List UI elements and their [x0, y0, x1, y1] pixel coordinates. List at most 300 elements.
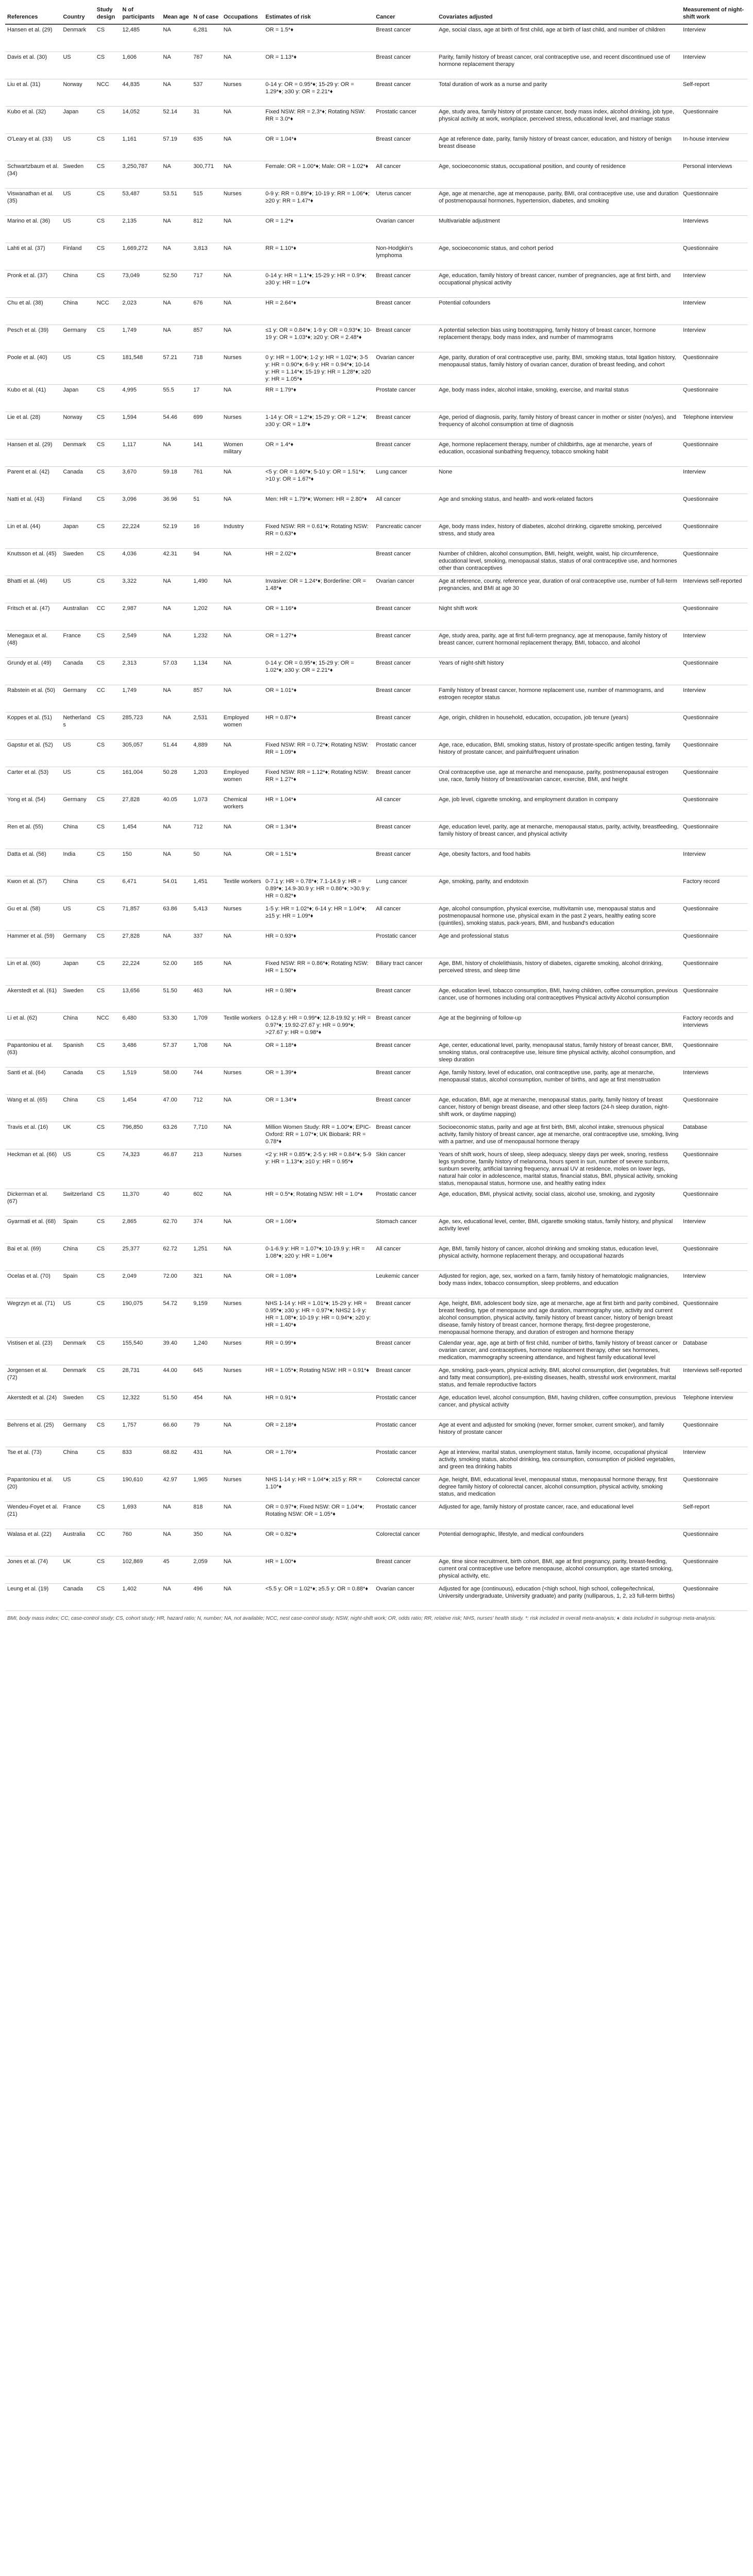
cell-reference: Rabstein et al. (50) [5, 685, 61, 712]
cell-study-design: CS [95, 1474, 121, 1501]
cell-mean-age: NA [161, 1583, 191, 1611]
cell-cases: 1,965 [191, 1474, 222, 1501]
cell-cancer-type: Ovarian cancer [374, 1583, 437, 1611]
cell-study-design: CS [95, 1447, 121, 1474]
cell-cancer-type: Breast cancer [374, 1012, 437, 1040]
cell-reference: Tse et al. (73) [5, 1447, 61, 1474]
cell-reference: Yong et al. (54) [5, 794, 61, 821]
cell-mean-age: 53.51 [161, 188, 191, 215]
cell-country: Denmark [61, 1365, 94, 1392]
cell-measurement: Interview [681, 24, 748, 52]
cell-participants: 760 [120, 1529, 161, 1556]
table-row [5, 1365, 748, 1392]
cell-measurement: Questionnaire [681, 1149, 748, 1189]
cell-cancer-type: Lung cancer [374, 466, 437, 494]
cell-risk-estimate: HR = 0.93*♦ [263, 930, 374, 958]
cell-study-design: CS [95, 106, 121, 133]
cell-cancer-type: Breast cancer [374, 1337, 437, 1365]
cell-country: China [61, 876, 94, 903]
cell-cancer-type: Colorectal cancer [374, 1529, 437, 1556]
cell-mean-age: 72.00 [161, 1270, 191, 1298]
cell-participants: 181,548 [120, 352, 161, 384]
cell-mean-age: 54.46 [161, 412, 191, 439]
cell-cancer-type: Non-Hodgkin's lymphoma [374, 243, 437, 270]
cell-study-design: CS [95, 439, 121, 466]
cell-study-design: CS [95, 325, 121, 352]
cell-participants: 833 [120, 1447, 161, 1474]
cell-country: Canada [61, 1067, 94, 1094]
cell-mean-age: NA [161, 630, 191, 657]
cell-measurement: Database [681, 1122, 748, 1149]
cell-covariates: Age, family history, level of education, oral contraceptive use, parity, age at menarche, menopausal status, alcohol consumption, number of births, and age at first menstruation [437, 1067, 681, 1094]
cell-country: China [61, 297, 94, 325]
cell-mean-age: NA [161, 849, 191, 876]
cell-reference: Datta et al. (56) [5, 849, 61, 876]
cell-risk-estimate: OR = 1.16*♦ [263, 603, 374, 630]
cell-measurement: Interview [681, 1447, 748, 1474]
cell-country: Norway [61, 79, 94, 106]
cell-measurement: Questionnaire [681, 1040, 748, 1067]
column-header: Country [61, 3, 94, 24]
cell-occupation: NA [222, 161, 263, 188]
cell-measurement: Questionnaire [681, 794, 748, 821]
cell-occupation: NA [222, 1189, 263, 1216]
cell-reference: Viswanathan et al. (35) [5, 188, 61, 215]
cell-country: Germany [61, 1419, 94, 1447]
cell-study-design: CS [95, 903, 121, 930]
cell-cases: 676 [191, 297, 222, 325]
table-row [5, 1419, 748, 1447]
cell-mean-age: NA [161, 685, 191, 712]
cell-covariates: Age, education level, parity, age at menarche, menopausal status, parity, activity, breastfeeding, family history of breast cancer, and physical activity [437, 821, 681, 849]
cell-measurement: Questionnaire [681, 930, 748, 958]
cell-occupation: Nurses [222, 352, 263, 384]
cell-measurement: Questionnaire [681, 1298, 748, 1337]
cell-cases: 537 [191, 79, 222, 106]
cell-study-design: CS [95, 161, 121, 188]
cell-measurement: Questionnaire [681, 494, 748, 521]
cell-risk-estimate: OR = 0.97*♦; Fixed NSW: OR = 1.04*♦; Rotating NSW: OR = 1.05*♦ [263, 1501, 374, 1529]
cell-study-design: CS [95, 270, 121, 297]
cell-participants: 6,471 [120, 876, 161, 903]
cell-study-design: NCC [95, 1012, 121, 1040]
cell-measurement: Questionnaire [681, 1529, 748, 1556]
cell-cases: 94 [191, 548, 222, 575]
cell-study-design: CS [95, 1149, 121, 1189]
cell-country: China [61, 1243, 94, 1270]
cell-cases: 1,709 [191, 1012, 222, 1040]
cell-reference: Hansen et al. (29) [5, 439, 61, 466]
cell-measurement: Telephone interview [681, 1392, 748, 1419]
cell-study-design: CS [95, 1067, 121, 1094]
cell-occupation: NA [222, 243, 263, 270]
cell-reference: Lin et al. (60) [5, 958, 61, 985]
cell-study-design: CS [95, 1122, 121, 1149]
cell-country: Spain [61, 1270, 94, 1298]
cell-mean-age: NA [161, 821, 191, 849]
cell-measurement: Self-report [681, 79, 748, 106]
cell-covariates: Potential cofounders [437, 297, 681, 325]
cell-risk-estimate: OR = 1.2*♦ [263, 215, 374, 243]
cell-mean-age: NA [161, 575, 191, 603]
cell-risk-estimate: 0-9 y: RR = 0.89*♦; 10-19 y: RR = 1.06*♦; ≥20 y: RR = 1.47*♦ [263, 188, 374, 215]
cell-reference: Bai et al. (69) [5, 1243, 61, 1270]
cell-measurement: Interview [681, 466, 748, 494]
cell-participants: 1,454 [120, 821, 161, 849]
table-row [5, 548, 748, 575]
table-row [5, 1474, 748, 1501]
cell-cancer-type: Breast cancer [374, 1040, 437, 1067]
cell-risk-estimate: OR = 1.34*♦ [263, 1094, 374, 1122]
cell-country: Norway [61, 412, 94, 439]
cell-participants: 150 [120, 849, 161, 876]
cell-risk-estimate: NHS 1-14 y: HR = 1.01*♦; 15-29 y: HR = 0.95*♦; ≥30 y: HR = 0.97*♦; NHS2 1-9 y: HR = 1.08*♦; 10-19 y: HR = 0.94*♦; ≥20 y: HR = 1.40*♦ [263, 1298, 374, 1337]
cell-mean-age: 47.00 [161, 1094, 191, 1122]
cell-country: China [61, 1094, 94, 1122]
cell-study-design: NCC [95, 79, 121, 106]
cell-participants: 2,865 [120, 1216, 161, 1243]
table-row [5, 1012, 748, 1040]
cell-participants: 2,987 [120, 603, 161, 630]
cell-study-design: CS [95, 821, 121, 849]
cell-covariates: Age, alcohol consumption, physical exercise, multivitamin use, menopausal status and postmenopausal hormone use, physical exam in the past 2 years, healthy eating score (quintiles), smoking status, pack-years, BMI, and husband's education [437, 903, 681, 930]
cell-cases: 515 [191, 188, 222, 215]
cell-covariates: Age, center, educational level, parity, menopausal status, family history of breast cancer, BMI, smoking status, oral contraceptive use, leisure time physical activity, alcohol consumption, and sleep duration [437, 1040, 681, 1067]
cell-risk-estimate: HR = 2.02*♦ [263, 548, 374, 575]
cell-cancer-type: Breast cancer [374, 767, 437, 794]
cell-country: Denmark [61, 439, 94, 466]
cell-cancer-type: Breast cancer [374, 439, 437, 466]
cell-study-design: CC [95, 1529, 121, 1556]
cell-covariates: Multivariable adjustment [437, 215, 681, 243]
cell-mean-age: 62.72 [161, 1243, 191, 1270]
cell-reference: Chu et al. (38) [5, 297, 61, 325]
cell-cancer-type: Uterus cancer [374, 188, 437, 215]
cell-study-design: CS [95, 630, 121, 657]
cell-risk-estimate: Fixed NSW: RR = 1.12*♦; Rotating NSW: RR = 1.27*♦ [263, 767, 374, 794]
cell-mean-age: 39.40 [161, 1337, 191, 1365]
cell-measurement: Database [681, 1337, 748, 1365]
table-body [5, 24, 748, 1611]
table-row [5, 739, 748, 767]
cell-risk-estimate: OR = 1.08*♦ [263, 1270, 374, 1298]
cell-risk-estimate: ≤1 y: OR = 0.84*♦; 1-9 y: OR = 0.93*♦; 10-19 y: OR = 1.03*♦; ≥20 y: OR = 2.48*♦ [263, 325, 374, 352]
table-row [5, 1447, 748, 1474]
cell-occupation: NA [222, 685, 263, 712]
cell-reference: Pesch et al. (39) [5, 325, 61, 352]
cell-participants: 4,995 [120, 384, 161, 412]
table-row [5, 575, 748, 603]
cell-study-design: CS [95, 521, 121, 548]
cell-study-design: CS [95, 384, 121, 412]
table-row [5, 1298, 748, 1337]
cell-risk-estimate: <5.5 y: OR = 1.02*♦; ≥5.5 y: OR = 0.88*♦ [263, 1583, 374, 1611]
cell-reference: Pronk et al. (37) [5, 270, 61, 297]
table-row [5, 903, 748, 930]
cell-occupation: NA [222, 1094, 263, 1122]
cell-mean-age: 63.26 [161, 1122, 191, 1149]
cell-cases: 602 [191, 1189, 222, 1216]
cell-risk-estimate: 0-14 y: OR = 0.95*♦; 15-29 y: OR = 1.29*♦; ≥30 y: OR = 2.21*♦ [263, 79, 374, 106]
cell-study-design: CS [95, 1392, 121, 1419]
cell-cases: 350 [191, 1529, 222, 1556]
cell-covariates: Age, time since recruitment, birth cohort, BMI, age at first pregnancy, parity, breast-feeding, current oral contraceptive use before menopause, alcohol consumption, age started smoking, physical activity, etc. [437, 1556, 681, 1583]
cell-occupation: Nurses [222, 903, 263, 930]
cell-participants: 73,049 [120, 270, 161, 297]
cell-cancer-type: Breast cancer [374, 657, 437, 685]
cell-participants: 1,693 [120, 1501, 161, 1529]
cell-covariates: Age, social class, age at birth of first child, age at birth of last child, and number of children [437, 24, 681, 52]
cell-occupation: NA [222, 106, 263, 133]
cell-covariates: Age, body mass index, history of diabetes, alcohol drinking, cigarette smoking, perceived stress, and study area [437, 521, 681, 548]
cell-study-design: CS [95, 1040, 121, 1067]
cell-cancer-type: All cancer [374, 161, 437, 188]
cell-reference: Kubo et al. (41) [5, 384, 61, 412]
cell-country: US [61, 352, 94, 384]
cell-covariates: Age, smoking, parity, and endotoxin [437, 876, 681, 903]
cell-reference: O'Leary et al. (33) [5, 133, 61, 161]
cell-mean-age: 52.00 [161, 958, 191, 985]
cell-cases: 2,059 [191, 1556, 222, 1583]
cell-cases: 16 [191, 521, 222, 548]
cell-participants: 12,322 [120, 1392, 161, 1419]
cell-mean-age: 53.30 [161, 1012, 191, 1040]
cell-occupation: Nurses [222, 1365, 263, 1392]
cell-cancer-type: All cancer [374, 1243, 437, 1270]
table-row [5, 521, 748, 548]
cell-mean-age: 54.01 [161, 876, 191, 903]
column-header: Mean age [161, 3, 191, 24]
cell-study-design: CS [95, 243, 121, 270]
cell-cases: 761 [191, 466, 222, 494]
cell-covariates: Age, education, BMI, physical activity, social class, alcohol use, smoking, and zygosity [437, 1189, 681, 1216]
cell-study-design: NCC [95, 297, 121, 325]
table-row [5, 133, 748, 161]
cell-participants: 102,869 [120, 1556, 161, 1583]
cell-measurement: Questionnaire [681, 712, 748, 739]
cell-reference: Hammer et al. (59) [5, 930, 61, 958]
cell-occupation: NA [222, 466, 263, 494]
cell-country: UK [61, 1122, 94, 1149]
table-row [5, 297, 748, 325]
cell-risk-estimate: Fixed NSW: RR = 0.72*♦; Rotating NSW: RR = 1.09*♦ [263, 739, 374, 767]
cell-cases: 718 [191, 352, 222, 384]
cell-reference: Davis et al. (30) [5, 52, 61, 79]
cell-occupation: NA [222, 1501, 263, 1529]
cell-cancer-type: All cancer [374, 794, 437, 821]
table-row [5, 1189, 748, 1216]
cell-risk-estimate: 1-14 y: OR = 1.2*♦; 15-29 y: OR = 1.2*♦; ≥30 y: OR = 1.8*♦ [263, 412, 374, 439]
cell-measurement: Questionnaire [681, 657, 748, 685]
cell-country: France [61, 630, 94, 657]
cell-risk-estimate: OR = 1.5*♦ [263, 24, 374, 52]
cell-occupation: Textile workers [222, 1012, 263, 1040]
cell-occupation: NA [222, 575, 263, 603]
cell-country: China [61, 821, 94, 849]
table-row [5, 1122, 748, 1149]
cell-occupation: NA [222, 384, 263, 412]
table-row [5, 52, 748, 79]
cell-mean-age: 46.87 [161, 1149, 191, 1189]
cell-cases: 3,813 [191, 243, 222, 270]
cell-participants: 190,610 [120, 1474, 161, 1501]
table-row [5, 930, 748, 958]
cell-cases: 1,134 [191, 657, 222, 685]
cell-reference: Natti et al. (43) [5, 494, 61, 521]
table-header [5, 3, 748, 24]
cell-reference: Wendeu-Foyet et al. (21) [5, 1501, 61, 1529]
cell-risk-estimate: HR = 1.05*♦; Rotating NSW: HR = 0.91*♦ [263, 1365, 374, 1392]
cell-risk-estimate: RR = 0.99*♦ [263, 1337, 374, 1365]
cell-mean-age: NA [161, 297, 191, 325]
cell-cases: 857 [191, 325, 222, 352]
cell-mean-age: 57.19 [161, 133, 191, 161]
cell-mean-age: NA [161, 325, 191, 352]
cell-participants: 22,224 [120, 521, 161, 548]
cell-occupation: Women military [222, 439, 263, 466]
cell-country: US [61, 767, 94, 794]
cell-study-design: CS [95, 1583, 121, 1611]
cell-study-design: CS [95, 1189, 121, 1216]
cell-measurement: Questionnaire [681, 521, 748, 548]
cell-mean-age: 51.50 [161, 985, 191, 1012]
cell-covariates: Age, sex, educational level, center, BMI, cigarette smoking status, family history, and physical activity level [437, 1216, 681, 1243]
cell-country: UK [61, 1556, 94, 1583]
cell-mean-age: NA [161, 52, 191, 79]
cell-occupation: NA [222, 1392, 263, 1419]
cell-measurement: Interview [681, 685, 748, 712]
cell-risk-estimate: OR = 1.39*♦ [263, 1067, 374, 1094]
cell-cases: 712 [191, 1094, 222, 1122]
cell-occupation: NA [222, 1556, 263, 1583]
cell-participants: 1,749 [120, 325, 161, 352]
cell-study-design: CS [95, 712, 121, 739]
cell-cases: 1,240 [191, 1337, 222, 1365]
table-row [5, 1040, 748, 1067]
cell-reference: Grundy et al. (49) [5, 657, 61, 685]
cell-reference: Vistisen et al. (23) [5, 1337, 61, 1365]
cell-reference: Parent et al. (42) [5, 466, 61, 494]
cell-reference: Carter et al. (53) [5, 767, 61, 794]
cell-participants: 71,857 [120, 903, 161, 930]
cell-participants: 27,828 [120, 794, 161, 821]
cell-cancer-type: Breast cancer [374, 1298, 437, 1337]
cell-measurement: Questionnaire [681, 603, 748, 630]
cell-covariates: Age, study area, family history of prostate cancer, body mass index, alcohol drinking, job type, physical activity at work, workplace, perceived stress, educational level, and marriage status [437, 106, 681, 133]
table-row [5, 106, 748, 133]
cell-cancer-type: Breast cancer [374, 1556, 437, 1583]
cell-cancer-type: Colorectal cancer [374, 1474, 437, 1501]
cell-cancer-type: Breast cancer [374, 712, 437, 739]
cell-covariates: Age, education level, alcohol consumption, BMI, having children, coffee consumption, previous cancer, and physical activity [437, 1392, 681, 1419]
cell-risk-estimate: OR = 1.76*♦ [263, 1447, 374, 1474]
cell-measurement: In-house interview [681, 133, 748, 161]
cell-mean-age: 40.05 [161, 794, 191, 821]
cell-reference: Knutsson et al. (45) [5, 548, 61, 575]
cell-measurement: Questionnaire [681, 384, 748, 412]
cell-occupation: NA [222, 494, 263, 521]
cell-reference: Marino et al. (36) [5, 215, 61, 243]
table-row [5, 161, 748, 188]
cell-cases: 337 [191, 930, 222, 958]
table-row [5, 1501, 748, 1529]
cell-mean-age: 50.28 [161, 767, 191, 794]
cell-study-design: CS [95, 1337, 121, 1365]
studies-table [5, 3, 748, 1611]
cell-measurement: Interview [681, 297, 748, 325]
cell-covariates: Age, education level, tobacco consumption, BMI, having children, coffee consumption, previous cancer, use of hormones including oral contraceptives Physical activity Alcohol consumption [437, 985, 681, 1012]
cell-mean-age: NA [161, 79, 191, 106]
cell-country: Canada [61, 466, 94, 494]
cell-measurement: Questionnaire [681, 767, 748, 794]
cell-cases: 454 [191, 1392, 222, 1419]
cell-covariates: Years of night-shift history [437, 657, 681, 685]
table-row [5, 1216, 748, 1243]
table-row [5, 685, 748, 712]
cell-country: Finland [61, 494, 94, 521]
cell-measurement: Questionnaire [681, 1583, 748, 1611]
cell-occupation: Nurses [222, 1149, 263, 1189]
cell-mean-age: 52.14 [161, 106, 191, 133]
cell-risk-estimate: OR = 2.18*♦ [263, 1419, 374, 1447]
cell-country: Sweden [61, 161, 94, 188]
cell-study-design: CS [95, 412, 121, 439]
cell-participants: 3,096 [120, 494, 161, 521]
table-row [5, 603, 748, 630]
cell-study-design: CS [95, 1501, 121, 1529]
table-row [5, 1556, 748, 1583]
cell-country: US [61, 52, 94, 79]
cell-cases: 1,232 [191, 630, 222, 657]
cell-country: France [61, 1501, 94, 1529]
cell-risk-estimate: 0-1-6.9 y: HR = 1.07*♦; 10-19.9 y: HR = 1.08*♦; ≥20 y: HR = 1.06*♦ [263, 1243, 374, 1270]
cell-covariates: Age, socioeconomic status, and cohort period [437, 243, 681, 270]
table-row [5, 1529, 748, 1556]
cell-mean-age: 63.86 [161, 903, 191, 930]
cell-mean-age: NA [161, 930, 191, 958]
cell-participants: 3,486 [120, 1040, 161, 1067]
cell-study-design: CS [95, 24, 121, 52]
cell-covariates: Age, obesity factors, and food habits [437, 849, 681, 876]
cell-occupation: NA [222, 821, 263, 849]
cell-study-design: CS [95, 1243, 121, 1270]
cell-reference: Wang et al. (65) [5, 1094, 61, 1122]
cell-occupation: Nurses [222, 188, 263, 215]
cell-cases: 1,251 [191, 1243, 222, 1270]
cell-participants: 161,004 [120, 767, 161, 794]
cell-country: China [61, 270, 94, 297]
cell-country: Germany [61, 325, 94, 352]
cell-covariates: Age, socioeconomic status, occupational position, and county of residence [437, 161, 681, 188]
cell-occupation: Nurses [222, 412, 263, 439]
cell-cases: 712 [191, 821, 222, 849]
cell-measurement: Questionnaire [681, 903, 748, 930]
cell-reference: Li et al. (62) [5, 1012, 61, 1040]
cell-covariates: Calendar year, age, age at birth of first child, number of births, family history of breast cancer or ovarian cancer, and contraceptives, hormone replacement therapy, other sex hormones, medication, mammography screening attendance, and highest family educational level [437, 1337, 681, 1365]
cell-cancer-type: Ovarian cancer [374, 215, 437, 243]
cell-measurement: Questionnaire [681, 1474, 748, 1501]
cell-measurement: Interviews self-reported [681, 1365, 748, 1392]
cell-reference: Kubo et al. (32) [5, 106, 61, 133]
cell-study-design: CS [95, 1419, 121, 1447]
cell-participants: 74,323 [120, 1149, 161, 1189]
cell-participants: 2,023 [120, 297, 161, 325]
cell-occupation: Employed women [222, 712, 263, 739]
cell-risk-estimate: Female: OR = 1.00*♦; Male: OR = 1.02*♦ [263, 161, 374, 188]
cell-study-design: CS [95, 1298, 121, 1337]
cell-occupation: Chemical workers [222, 794, 263, 821]
cell-reference: Ocelas et al. (70) [5, 1270, 61, 1298]
